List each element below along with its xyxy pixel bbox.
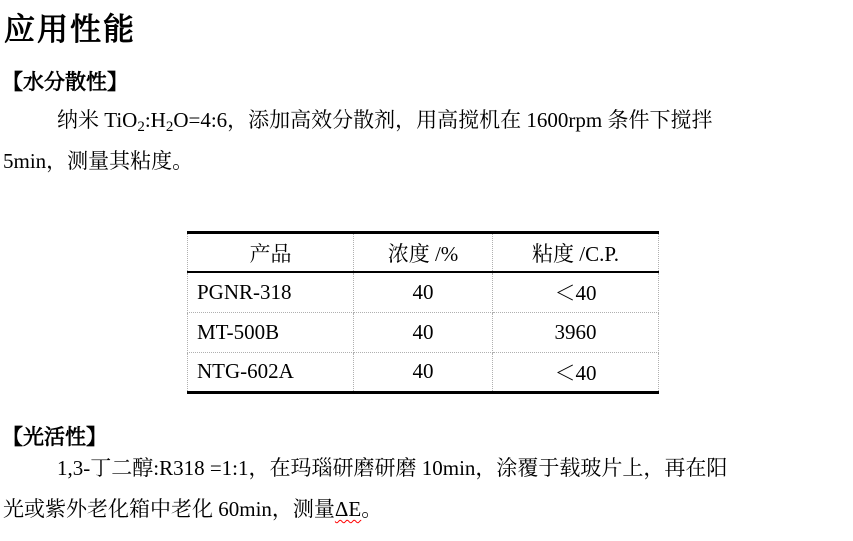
paragraph-water-dispersibility-line1	[3, 107, 713, 133]
viscosity-table	[187, 231, 659, 394]
paragraph-photoactivity-line1: 1,3-丁二醇:R318 =1:1，在玛瑙研磨研磨 10min，涂覆于载玻片上，再在阳	[57, 456, 728, 480]
cell-product: NTG-602A	[188, 352, 354, 392]
text-run: O=4:6，添加高效分散剂，用高搅机在 1600rpm 条件下搅拌	[173, 108, 713, 132]
column-header-viscosity: 粘度 /C.P.	[493, 233, 659, 273]
page-title: 应用性能	[4, 12, 136, 47]
subscript: 2	[165, 119, 174, 135]
cell-concentration: 40	[354, 312, 493, 352]
paragraph-photoactivity-line2	[3, 496, 382, 522]
section-heading-photoactivity: 【光活性】	[2, 426, 107, 449]
table-row	[188, 352, 659, 392]
cell-viscosity: ＜40	[493, 272, 659, 312]
cell-viscosity: 3960	[493, 312, 659, 352]
table-header-row	[188, 233, 659, 273]
subscript: 2	[137, 119, 145, 135]
paragraph-water-dispersibility-line2: 5min，测量其粘度。	[3, 149, 194, 173]
cell-viscosity: ＜40	[493, 352, 659, 392]
text-run: 。	[361, 497, 383, 521]
text-run: 光或紫外老化箱中老化 60min，测量	[3, 497, 335, 521]
cell-product: PGNR-318	[188, 272, 354, 312]
column-header-product: 产品	[188, 233, 354, 273]
text-run: :H	[144, 108, 166, 132]
table-row	[188, 312, 659, 352]
column-header-concentration: 浓度 /%	[354, 233, 493, 273]
table-row	[188, 272, 659, 312]
text-run: 纳米 TiO	[57, 108, 138, 132]
cell-product: MT-500B	[188, 312, 354, 352]
spellcheck-underlined-term: ΔE	[334, 497, 362, 521]
section-heading-water-dispersibility: 【水分散性】	[2, 71, 128, 94]
cell-concentration: 40	[354, 272, 493, 312]
cell-concentration: 40	[354, 352, 493, 392]
